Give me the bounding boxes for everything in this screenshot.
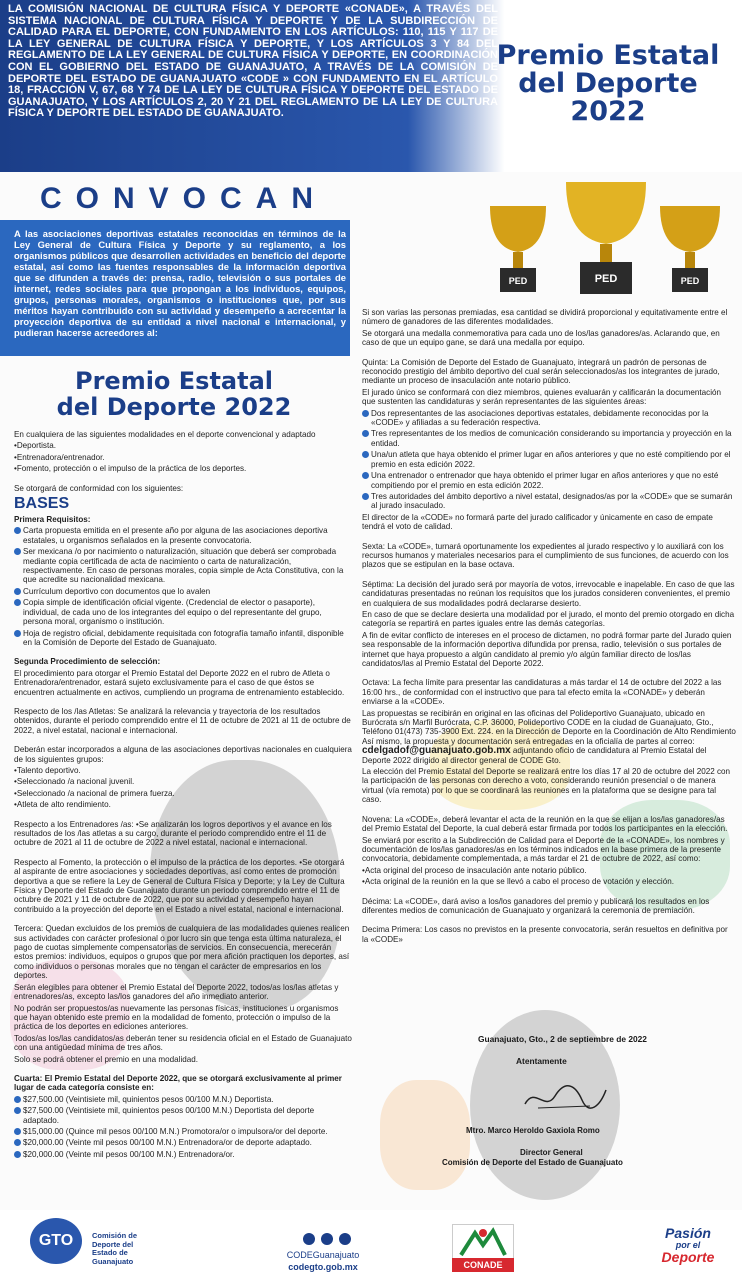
trophy-center-label: PED — [594, 273, 618, 285]
conade-logo-icon — [452, 1224, 514, 1260]
tercera-text: Tercera: Quedan excluidos de los premios de cualquiera de las modalidades quienes realicen sus actividades con carácter profesional o por lucro sin que tenga esta última naturaleza, el pago de cuotas simplemente compensatorias de servicios. En consecuencia, merecerán estos premios: individuos, equipos o grupos que por mera afición practiquen los deportes, así como individuos o personas morales que no tengan el carácter de empresarios en los deportes. — [14, 924, 350, 981]
requisito-item: Copia simple de identificación oficial vigente. (Credencial de elector o pasaporte), individual, de cada uno de los integrantes del equipo o del representante del grupo, persona moral, organismo o institución. — [14, 598, 352, 626]
premio-title-top — [478, 42, 738, 126]
novena-text: Novena: La «CODE», deberá levantar el acta de la reunión en la que se elijan a los/las ganadores/as del Premio Estatal del Deporte, la cual deberá estar firmada por todos los participantes en la elección. — [362, 814, 728, 834]
jurado-area-item: Tres autoridades del ámbito deportivo a nivel estatal, designados/as por la «CODE» que se sumarán al jurado insaculado. — [362, 492, 736, 511]
eleccion-text: La elección del Premio Estatal del Deporte se realizará entre los días 17 al 20 de octubre del 2022 con la participación de las personas con derecho a voto, considerando reunión presencial o de manera virtual (vía remota) por lo que se coordinará las reuniones en la plataforma que se designe para tal caso. — [362, 767, 731, 805]
grupo-item: •Talento deportivo. — [14, 765, 81, 775]
twitter-icon[interactable] — [303, 1233, 315, 1245]
instagram-icon[interactable] — [339, 1233, 351, 1245]
jurado-area-item: Dos representantes de las asociaciones deportivas estatales, debidamente reconocidas por la «CODE» y afiliadas a su federación respectiva. — [362, 409, 736, 428]
pasion-line3: Deporte — [661, 1249, 715, 1265]
propuestas-body-2: adjuntando oficio de candidatura al Premio Estatal del Deporte 2022 dirigido al director general de CODE Gto. — [362, 746, 707, 765]
premio-title-top-line1: Premio Estatal — [496, 40, 720, 71]
acta-item: •Acta original de la reunión en la que se llevó a cabo el proceso de votación y elección. — [362, 877, 674, 887]
residencia-text: Todos/as los/las candidatos/as deberán tener su residencia oficial en el Estado de Guanajuato con una antigüedad mínima de tres años. — [14, 1033, 352, 1053]
conformidad-text: Se otorgará de conformidad con los siguientes: — [14, 483, 184, 493]
incorporados-text: Deberán estar incorporados a alguna de las asociaciones deportivas nacionales en cualquiera de los siguientes grupos: — [14, 745, 352, 764]
premio-item: $27,500.00 (Veintisiete mil, quinientos pesos 00/100 M.N.) Deportista. — [14, 1095, 352, 1104]
jurado-area-item: Una/un atleta que haya obtenido el primer lugar en años anteriores y que no esté compitiendo por el premio en esta edición 2022. — [362, 450, 736, 469]
grupo-item: •Atleta de alto rendimiento. — [14, 800, 111, 810]
fomento-text: Respecto al Fomento, la protección o el impulso de la práctica de los deportes. •Se otorgará al aspirante de entre asociaciones y sociedades deportivas, así como entes de promoción deportiva a que se refiere la Ley de General de Cultura Física y Deporte; y la Ley de Cultura Física y Deporte del Estado de Guanajuato durante un periodo comprendido entre el 11 de octubre de 2021 y 11 de octubre de 2022, que por su actividad y desempeño hayan contribuido a la proyección del deporte en el Estado a nivel estatal, nacional e internacional. — [14, 857, 345, 914]
right-column — [362, 308, 736, 946]
modalidades-intro: En cualquiera de las siguientes modalidades en el deporte convencional y adaptado — [14, 430, 316, 439]
sexta-text: Sexta: La «CODE», turnará oportunamente los expedientes al jurado respectivo y lo auxiliará con los recursos humanos y materiales necesarios para el cumplimiento de sus funciones, de acuerdo con los plazos que se estipulan en la base octava. — [362, 541, 729, 570]
intro-text: A las asociaciones deportivas estatales reconocidas en términos de la Ley General de Cultura Física y Deporte y su reglamento, a los organismos públicos que desarrollen actividades en beneficio del deporte estatal, así como las fuentes responsables de la información deportiva que se difunden a través de: prensa, radio, televisión o sus portales de internet, redes sociales para que propongan a los individuos, equipos, grupos, personas morales, organismos o instituciones que, por sus méritos hayan contribuido con su actividad y desempeño a acrecentar la proyección deportiva de su entidad a nivel nacional e internacional, y pudieran hacerse acreedores al: — [14, 228, 346, 338]
trophy-right-label: PED — [680, 276, 700, 286]
elegibles-text: Serán elegibles para obtener el Premio Estatal del Deporte 2022, todos/as los/las atletas y entrenadores/as, excepto las/los ganadores del año inmediato anterior. — [14, 982, 339, 1002]
trophies-illustration — [480, 176, 742, 296]
signature-name: Mtro. Marco Heroldo Gaxiola Romo — [466, 1126, 600, 1135]
jurado-area-item: Una entrenador o entrenador que haya obtenido el primer lugar en años anteriores y que no esté compitiendo por el premio en esta edición 2022. — [362, 471, 736, 490]
jurado-area-item: Tres representantes de los medios de comunicación considerando su importancia y proyección en la entidad. — [362, 429, 736, 448]
signature-role: Director General — [520, 1148, 583, 1157]
conade-logo-text: CONADE — [452, 1258, 514, 1272]
premio-title-mid-line1: Premio Estatal — [74, 367, 274, 395]
segunda-text: El procedimiento para otorgar el Premio Estatal del Deporte 2022 en el rubro de Atleta o Entrenadora/entrenador, estará sujeto exclusivamente para el caso de que éstos se encuentren actualmente en activos, cumpliendo un programa de entrenamiento establecido. — [14, 668, 345, 697]
requisito-item: Carta propuesta emitida en el presente año por alguna de las asociaciones deportiva estatales, u organismos señalados en la presente convocatoria. — [14, 526, 352, 545]
decima-primera-text: Decima Primera: Los casos no previstos en la presente convocatoria, serán resueltos en definitiva por la «CODE» — [362, 925, 728, 944]
premio-title-mid — [14, 368, 334, 420]
conflicto-text: A fin de evitar conflicto de intereses en el proceso de dictamen, no podrá formar parte del Jurado quien sea responsable de la información deportiva difundida por prensa, radio, televisión o sus portales de internet que haya propuesto a algún candidato al premio y/o algún familiar directo de los/las candidatos/las al Premio Estatal del Deporte 2022. — [362, 630, 732, 668]
premio-item: $15,000.00 (Quince mil pesos 00/100 M.N.) Promotora/or o impulsora/or del deporte. — [14, 1127, 352, 1136]
propuestas-body: Las propuestas se recibirán en original en las oficinas del Polideportivo Guanajuato, ubicado en Burócrata s/n Marfil Burócrata, C.P. 36000, Polideportivo CODE en la ciudad de Guanajuato, Gto., Teléfono 01(473) 735-3900 Ext. 224. en la Dirección de Deporte en la Coordinación de Alto Rendimiento Así mismo, la propuesta y documentación será entregadas en la oficialía de partes al correo: — [362, 708, 736, 746]
premio-item: $20,000.00 (Veinte mil pesos 00/100 M.N.) Entrenadora/or. — [14, 1150, 352, 1159]
desierta-text: En caso de que se declare desierta una modalidad por el jurado, el monto del premio otorgado en dicha categoría se repartirá en partes iguales entre las demás categorías. — [362, 609, 735, 629]
social-icons — [292, 1232, 362, 1250]
entrenadores-text: Respecto a los Entrenadores /as: •Se analizarán los logros deportivos y el avance en los resultados de los /las atletas a su cargo, durante el periodo comprendido entre el 11 de octubre de 2021 al 11 de octubre de 2022 a nivel estatal, nacional e internacional. — [14, 819, 332, 848]
grupo-item: •Seleccionado /a nacional de primera fuerza. — [14, 788, 175, 798]
director-text: El director de la «CODE» no formará parte del jurado calificador y únicamente en caso de empate tendrá el voto de calidad. — [362, 512, 713, 532]
solo-text: Solo se podrá obtener el premio en una modalidad. — [14, 1054, 199, 1064]
segunda-heading: Segunda Procedimiento de selección: — [14, 657, 161, 667]
enviara-text: Se enviará por escrito a la Subdirección de Calidad para el Deporte de la «CONADE», los nombres y documentación de los/las ganadores/as en los términos indicados en la base primera de la presente convocatoria, debidamente complementada, a más tardar el 21 de octubre de 2022, así como: — [362, 835, 725, 864]
premio-title-top-line2: del Deporte 2022 — [518, 68, 698, 127]
trophy-left-label: PED — [508, 276, 528, 286]
gto-logo: GTO — [30, 1218, 82, 1264]
social-handle[interactable]: CODEGuanajuato — [286, 1250, 360, 1260]
septima-text: Séptima: La decisión del jurado será por mayoría de votos, irrevocable e inapelable. En caso de que las candidaturas presentadas no reúnan los requisitos que los jurados consideren convenientes, el premio en cualquiera de sus modalidades podrá declararse desierto. — [362, 579, 735, 608]
reparto-text: Si son varias las personas premiadas, esa cantidad se dividirá proporcional y equitativamente entre el número de ganadores de las diferentes modalidades. — [362, 308, 728, 327]
signature-place-date: Guanajuato, Gto., 2 de septiembre de 2022 — [478, 1034, 647, 1044]
acta-item: •Acta original del proceso de insaculación ante notario público. — [362, 865, 587, 875]
no-podran-text: No podrán ser propuestos/as nuevamente las personas físicas, instituciones u organismos que hayan obtenido este premio en la modalidad de fomento, protección o impulso de la práctica de los deportes en ediciones anteriores. — [14, 1003, 339, 1032]
atletas-text: Respecto de los /las Atletas: Se analizará la relevancia y trayectoria de los resultados obtenidos, durante el periodo comprendido entre el 11 de octubre de 2021 al 11 de octubre de 2022, a nivel estatal, nacional e internacional. — [14, 706, 351, 735]
propuestas-text — [362, 709, 736, 765]
header-legal-text: LA COMISIÓN NACIONAL DE CULTURA FÍSICA Y DEPORTE «CONADE», A TRAVÉS DEL SISTEMA NACIONAL DE CULTURA FÍSICA Y DEPORTE Y DE LA SUBDIRECCIÓN DE CALIDAD PARA EL DEPORTE, CON FUNDAMENTO EN LOS ARTÍCULOS: 110, 115 Y 117 DE LA LEY GENERAL DE CULTURA FÍSICA Y DEPORTE, Y LOS ARTÍCULOS 3 Y 84 DEL REGLAMENTO DE LA LEY GENERAL DE CULTURA FÍSICA Y DEPORTE, EN COORDINACIÓN CON EL GOBIERNO DEL ESTADO DE GUANAJUATO, A TRAVÉS DE LA COMISIÓN DE DEPORTE DEL ESTADO DE GUANAJUATO «CODE » CON FUNDAMENTO EN EL ARTÍCULO 18, FRACCIÓN V, 67, 68 Y 74 DE LA LEY DE CULTURA FÍSICA Y DEPORTE DEL ESTADO DE GUANAJUATO, Y LOS ARTÍCULOS 2, 20 Y 21 DEL REGLAMENTO DE LA LEY DE CULTURA FÍSICA Y DEPORTE DEL ESTADO DE GUANAJUATO. — [8, 3, 498, 120]
requisito-item: Currículum deportivo con documentos que lo avalen — [14, 587, 352, 596]
pasion-line1: Pasión — [665, 1225, 711, 1241]
requisito-item: Ser mexicana /o por nacimiento o naturalización, situación que deberá ser comprobada mediante copia certificada de acta de nacimiento o carta de naturalización, respectivamente. En caso de personas morales, copia simple de Acta Constitutiva, con la que acredite su nacionalidad mexicana. — [14, 547, 352, 585]
quinta-text: Quinta: La Comisión de Deporte del Estado de Guanajuato, integrará un padrón de personas de reconocido prestigio del ámbito deportivo del cual serán seleccionados/as los integrantes de jurado, mediante un proceso de insaculación ante notario público. — [362, 357, 720, 386]
modalidad-item: •Deportista. — [14, 441, 56, 451]
grupo-item: •Seleccionado /a nacional juvenil. — [14, 777, 135, 787]
facebook-icon[interactable] — [321, 1233, 333, 1245]
decima-text: Décima: La «CODE», dará aviso a los/los ganadores del premio y publicará los resultados en los diferentes medios de comunicación de Guanajuato y organizará la ceremonia de premiación. — [362, 896, 710, 915]
cuarta-text: Cuarta: El Premio Estatal del Deporte 2022, que se otorgará exclusivamente al primer lugar de cada categoría consiste en: — [14, 1073, 342, 1093]
medalla-text: Se otorgará una medalla conmemorativa para cada uno de los/las ganadores/as. Aclarando que, en caso de que un equipo gane, se dará una medalla por equipo. — [362, 328, 720, 348]
convocan-heading: CONVOCAN — [40, 182, 328, 215]
modalidad-item: •Fomento, protección o el impulso de la práctica de los deportes. — [14, 464, 247, 474]
modalidad-item: •Entrenadora/entrenador. — [14, 452, 105, 462]
left-column — [14, 430, 352, 1161]
bases-heading: BASES — [14, 495, 70, 513]
handwritten-signature — [520, 1076, 610, 1116]
pasion-por-el-deporte-logo — [640, 1226, 736, 1264]
gto-institution-text: Comisión de Deporte del Estado de Guanajuato — [92, 1231, 138, 1266]
pasion-line2: por el — [675, 1240, 701, 1250]
contact-email-link[interactable]: cdelgadof@guanajuato.gob.mx — [362, 745, 511, 757]
premio-title-mid-line2: del Deporte 2022 — [56, 393, 292, 421]
premio-item: $20,000.00 (Veinte mil pesos 00/100 M.N.) Entrenadora/or de deporte adaptado. — [14, 1138, 352, 1147]
paint-splash-orange — [380, 1080, 470, 1190]
requisito-item: Hoja de registro oficial, debidamente requisitada con fotografía tamaño infantil, disponible en la Comisión de Deporte del Estado de Guanajuato. — [14, 629, 352, 648]
octava-text: Octava: La fecha límite para presentar las candidaturas a más tardar el 14 de octubre del 2022 a las 16:00 hrs., de conformidad con el instructivo que para tal efecto emita la «CONADE» y deberán enviarse a la «CODE». — [362, 678, 722, 707]
premio-item: $27,500.00 (Veintisiete mil, quinientos pesos 00/100 M.N.) Deportista del deporte adaptado. — [14, 1106, 352, 1125]
website-link[interactable]: codegto.gob.mx — [288, 1262, 358, 1272]
signature-institution: Comisión de Deporte del Estado de Guanajuato — [442, 1158, 623, 1167]
jurado-text: El jurado único se conformará con diez miembros, quienes evaluarán y calificarán la documentación que sustenten las candidaturas y serán representantes de las siguientes áreas: — [362, 387, 722, 407]
signature-atentamente: Atentamente — [516, 1056, 567, 1066]
primera-heading: Primera Requisitos: — [14, 515, 91, 525]
